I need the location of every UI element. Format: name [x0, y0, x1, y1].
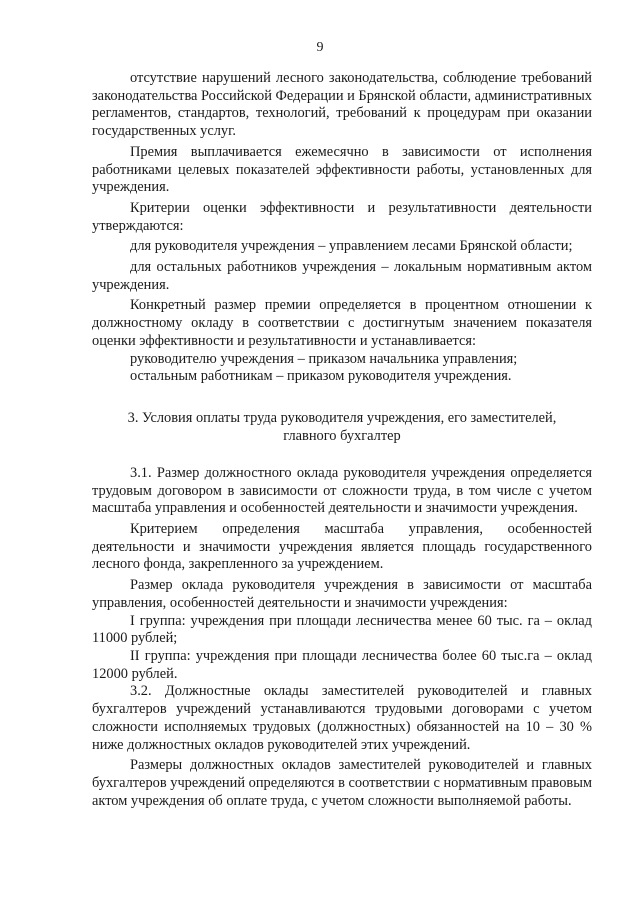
paragraph: Конкретный размер премии определяется в процентном отношении к должностному окладу в соответствии с достигнутым значением показателя оценки эффективности и результативности и устанавливается: [92, 297, 592, 349]
paragraph: Размер оклада руководителя учреждения в зависимости от масштаба управления, особенностей деятельности и значимости учреждения: [92, 577, 592, 611]
paragraph: Критерием определения масштаба управления, особенностей деятельности и значимости учреждения является площадь государственного лесного фонда, закрепленного за учреждением. [92, 521, 592, 573]
paragraph: 3.1. Размер должностного оклада руководителя учреждения определяется трудовым договором в зависимости от сложности труда, в том числе с учетом масштаба управления и особенностей деятельности и значимости учреждения. [92, 464, 592, 517]
document-body [92, 70, 592, 810]
paragraph: II группа: учреждения при площади лесничества более 60 тыс.га – оклад 12000 рублей. [92, 647, 592, 682]
paragraph: для руководителя учреждения – управлением лесами Брянской области; [130, 238, 573, 255]
paragraph: Размеры должностных окладов заместителей руководителей и главных бухгалтеров учреждений определяются в соответствии с нормативным правовым актом учреждения об оплате труда, с учетом сложности выполняемой работы. [92, 757, 592, 809]
paragraph: Премия выплачивается ежемесячно в зависимости от исполнения работниками целевых показателей эффективности работы, установленных для учреждения. [92, 143, 592, 196]
paragraph: Критерии оценки эффективности и результативности деятельности утверждаются: [92, 199, 592, 234]
paragraph: I группа: учреждения при площади лесничества менее 60 тыс. га – оклад 11000 рублей; [92, 612, 592, 647]
paragraph: отсутствие нарушений лесного законодательства, соблюдение требований законодательства Российской Федерации и Брянской области, административных регламентов, стандартов, технологий, требований к процедурам при оказании государственных услуг. [92, 70, 592, 140]
paragraph: для остальных работников учреждения – локальным нормативным актом учреждения. [92, 259, 592, 293]
paragraph: 3.2. Должностные оклады заместителей руководителей и главных бухгалтеров учреждений устанавливаются трудовыми договорами с учетом сложности исполняемых трудовых (должностных) обязанностей на 10 – 30 % ниже должностных окладов руководителей этих учреждений. [92, 683, 592, 753]
paragraph: руководителю учреждения – приказом начальника управления; [130, 350, 518, 367]
page-number: 9 [316, 40, 324, 55]
paragraph: остальным работникам – приказом руководителя учреждения. [130, 368, 512, 385]
section-heading: 3. Условия оплаты труда руководителя учреждения, его заместителей, главного бухгалтер [127, 409, 557, 444]
